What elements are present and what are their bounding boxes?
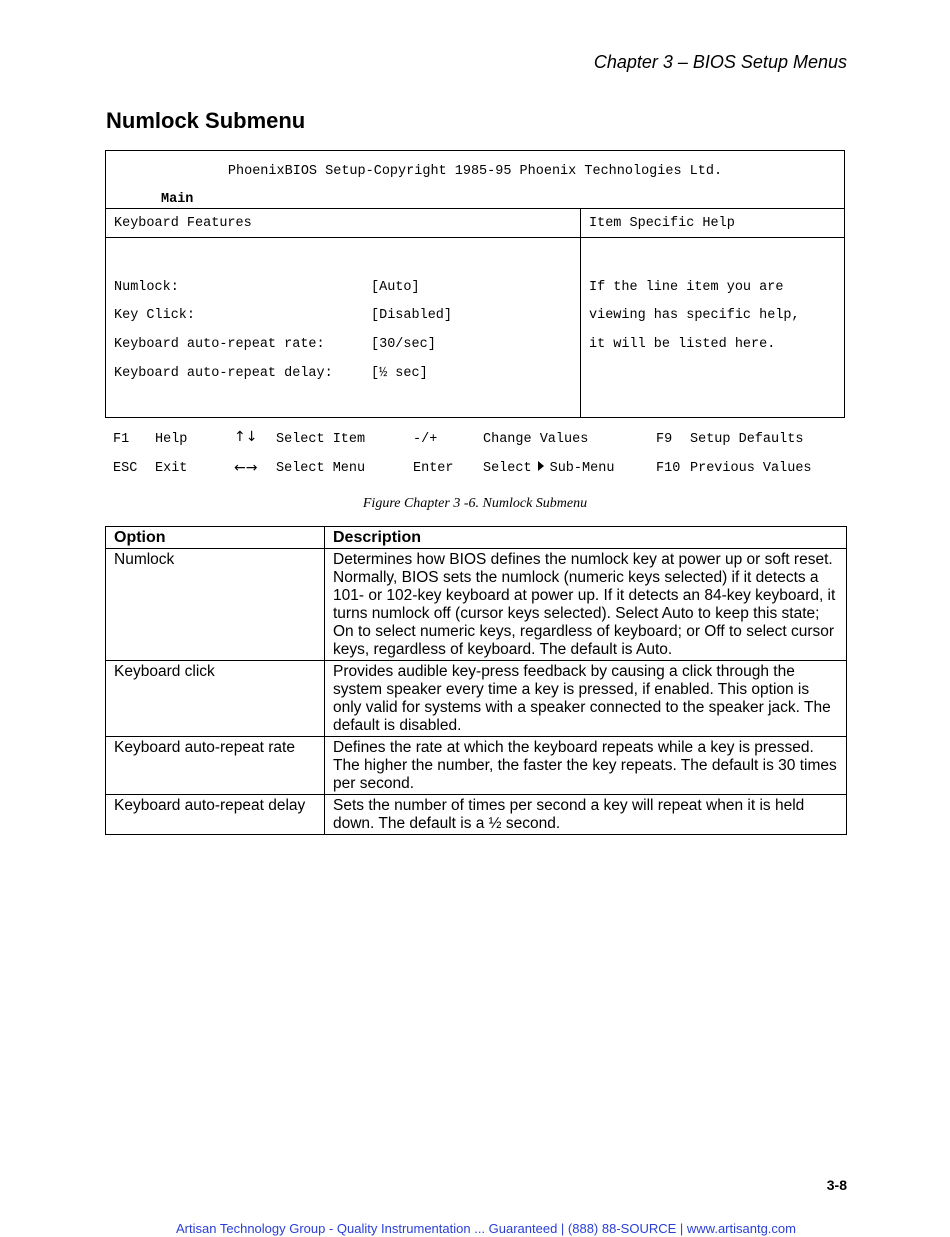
key-change-values-label: Change Values xyxy=(483,432,589,447)
table-row xyxy=(106,661,847,737)
bios-item-label: Numlock: xyxy=(114,280,179,295)
description-cell: Determines how BIOS defines the numlock key at power up or soft reset. Normally, BIOS sets the numlock (numeric keys selected) if it detects a 101- or 102-key keyboard at power up. If it detects an 84-key keyboard, it turns numlock off (cursor keys selected). Select Auto to keep this state; On to select numeric keys, regardless of keyboard; or Off to select cursor keys, regardless of keyboard. The default is Auto. xyxy=(325,549,847,661)
key-setup-defaults-label: Setup Defaults xyxy=(690,432,804,447)
bios-item-value[interactable]: [Disabled] xyxy=(371,308,453,323)
key-f1: F1 xyxy=(113,432,130,447)
key-select-menu-label: Select Menu xyxy=(276,461,366,476)
bios-key-legend xyxy=(113,429,833,482)
key-select-submenu-label xyxy=(483,461,614,476)
up-down-arrow-icon: ↑↓ xyxy=(234,429,258,445)
bios-item-value[interactable]: [Auto] xyxy=(371,280,420,295)
bios-menu-main[interactable]: Main xyxy=(161,192,194,207)
bios-item-value[interactable]: [½ sec] xyxy=(371,366,428,381)
description-cell: Defines the rate at which the keyboard repeats while a key is pressed. The higher the number, the faster the key repeats. The default is 30 times per second. xyxy=(325,737,847,795)
key-select-text: Select xyxy=(483,461,532,476)
key-previous-values-label: Previous Values xyxy=(690,461,812,476)
column-header-option: Option xyxy=(106,527,325,549)
bios-column-divider xyxy=(580,208,581,417)
table-row xyxy=(106,549,847,661)
option-cell: Numlock xyxy=(106,549,325,661)
play-triangle-icon xyxy=(538,461,544,471)
bios-divider xyxy=(106,208,844,209)
bios-item-label: Keyboard auto-repeat delay: xyxy=(114,366,333,381)
help-text-line: If the line item you are xyxy=(589,280,784,295)
bios-help-title: Item Specific Help xyxy=(589,216,735,231)
key-select-item-label: Select Item xyxy=(276,432,366,447)
table-header-row xyxy=(106,527,847,549)
key-help-label: Help xyxy=(155,432,188,447)
key-f9: F9 xyxy=(656,432,673,447)
key-enter: Enter xyxy=(413,461,454,476)
column-header-description: Description xyxy=(325,527,847,549)
footer-link[interactable]: Artisan Technology Group - Quality Instrumentation ... Guaranteed | (888) 88-SOURCE | www.artisantg.com xyxy=(176,1221,796,1236)
page-title: Numlock Submenu xyxy=(106,108,306,133)
description-cell: Sets the number of times per second a key will repeat when it is held down. The default is a ½ second. xyxy=(325,795,847,835)
description-cell: Provides audible key-press feedback by causing a click through the system speaker every time a key is pressed, if enabled. This option is only valid for systems with a speaker connected to the speaker jack. The default is disabled. xyxy=(325,661,847,737)
table-row xyxy=(106,795,847,835)
bios-item-value[interactable]: [30/sec] xyxy=(371,337,436,352)
option-cell: Keyboard auto-repeat delay xyxy=(106,795,325,835)
table-row xyxy=(106,737,847,795)
key-exit-label: Exit xyxy=(155,461,188,476)
key-minus-plus: -/+ xyxy=(413,432,438,447)
options-table xyxy=(105,526,847,835)
option-cell: Keyboard click xyxy=(106,661,325,737)
key-f10: F10 xyxy=(656,461,681,476)
left-right-arrow-icon: ←→ xyxy=(234,460,258,476)
chapter-header: Chapter 3 – BIOS Setup Menus xyxy=(593,52,847,72)
bios-screen xyxy=(105,150,845,418)
key-esc: ESC xyxy=(113,461,138,476)
help-text-line: viewing has specific help, xyxy=(589,308,800,323)
help-text-line: it will be listed here. xyxy=(589,337,776,352)
bios-item-label: Keyboard auto-repeat rate: xyxy=(114,337,325,352)
bios-section-title: Keyboard Features xyxy=(114,216,252,231)
figure-caption: Figure Chapter 3 -6. Numlock Submenu xyxy=(362,496,588,511)
option-cell: Keyboard auto-repeat rate xyxy=(106,737,325,795)
key-submenu-text: Sub-Menu xyxy=(549,461,615,476)
bios-divider xyxy=(106,237,844,238)
bios-copyright: PhoenixBIOS Setup-Copyright 1985-95 Phoenix Technologies Ltd. xyxy=(227,164,723,179)
bios-item-label: Key Click: xyxy=(114,308,196,323)
page-number: 3-8 xyxy=(826,1177,847,1193)
